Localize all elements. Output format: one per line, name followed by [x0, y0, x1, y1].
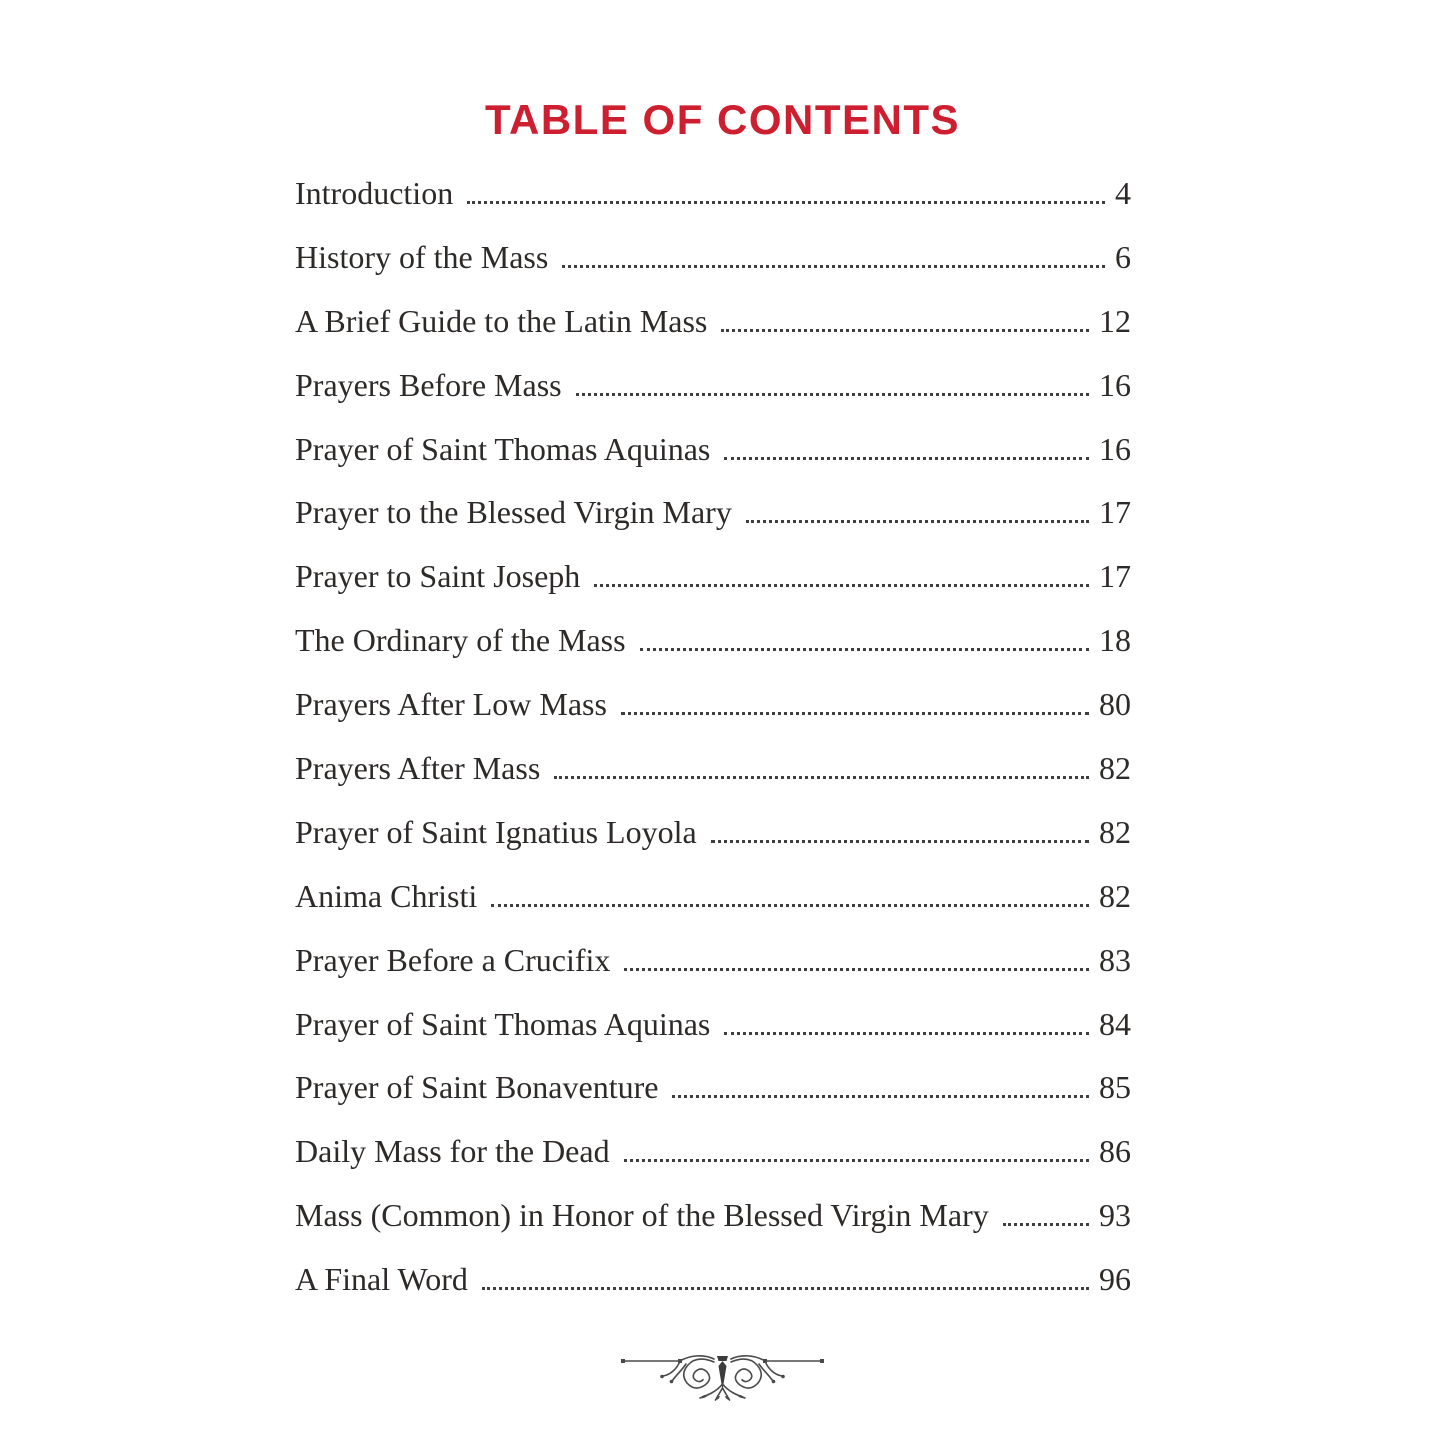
toc-entry-page: 6 — [1115, 238, 1131, 275]
toc-entry-page: 85 — [1099, 1069, 1131, 1106]
toc-entry — [295, 226, 1131, 290]
toc-list — [295, 162, 1131, 1312]
toc-entry-page: 83 — [1099, 941, 1131, 978]
toc-entry — [295, 481, 1131, 545]
toc-entry — [295, 673, 1131, 737]
toc-entry-page: 16 — [1099, 366, 1131, 403]
toc-entry-label: Prayer of Saint Ignatius Loyola — [295, 813, 697, 850]
dot-leader — [721, 329, 1089, 332]
toc-entry — [295, 545, 1131, 609]
toc-entry-label: Mass (Common) in Honor of the Blessed Virgin Mary — [295, 1197, 989, 1234]
toc-entry-label: A Brief Guide to the Latin Mass — [295, 302, 708, 339]
toc-entry-page: 93 — [1099, 1197, 1131, 1234]
dot-leader — [711, 840, 1089, 843]
toc-entry-label: Prayer to Saint Joseph — [295, 558, 581, 595]
dot-leader — [576, 393, 1089, 396]
toc-entry-page: 82 — [1099, 813, 1131, 850]
toc-entry — [295, 993, 1131, 1057]
toc-entry-page: 80 — [1099, 686, 1131, 723]
toc-entry-page: 82 — [1099, 877, 1131, 914]
toc-entry — [295, 162, 1131, 226]
toc-entry-page: 12 — [1099, 302, 1131, 339]
toc-entry — [295, 1120, 1131, 1184]
toc-entry-label: Prayer to the Blessed Virgin Mary — [295, 494, 732, 531]
toc-entry-page: 17 — [1099, 494, 1131, 531]
toc-entry — [295, 929, 1131, 993]
toc-entry-page: 16 — [1099, 430, 1131, 467]
dot-leader — [624, 968, 1089, 971]
toc-entry-label: Prayers Before Mass — [295, 366, 562, 403]
toc-entry-page: 86 — [1099, 1133, 1131, 1170]
toc-entry-page: 4 — [1115, 175, 1131, 211]
toc-entry-label: A Final Word — [295, 1261, 468, 1298]
toc-entry-page: 17 — [1099, 558, 1131, 595]
page-title: TABLE OF CONTENTS — [484, 96, 961, 143]
toc-entry-label: The Ordinary of the Mass — [295, 622, 626, 659]
dot-leader — [640, 648, 1089, 651]
toc-entry — [295, 865, 1131, 929]
toc-entry — [295, 418, 1131, 482]
toc-entry-page: 96 — [1099, 1261, 1131, 1298]
toc-entry — [295, 737, 1131, 801]
dot-leader — [482, 1287, 1089, 1290]
toc-entry-page: 18 — [1099, 622, 1131, 659]
toc-entry-page: 84 — [1099, 1005, 1131, 1042]
dot-leader — [1003, 1223, 1089, 1226]
toc-entry — [295, 1184, 1131, 1248]
scrollwork-divider-ornament — [620, 1348, 825, 1408]
toc-entry-label: Prayer of Saint Thomas Aquinas — [295, 1005, 711, 1042]
toc-entry — [295, 609, 1131, 673]
toc-entry — [295, 1248, 1131, 1312]
toc-entry — [295, 290, 1131, 354]
toc-entry-label: Prayers After Low Mass — [295, 686, 607, 723]
dot-leader — [621, 712, 1089, 715]
dot-leader — [746, 520, 1089, 523]
toc-entry-label: Prayer Before a Crucifix — [295, 941, 611, 978]
dot-leader — [672, 1095, 1089, 1098]
toc-entry-label: History of the Mass — [295, 238, 549, 275]
toc-entry — [295, 354, 1131, 418]
toc-entry — [295, 1056, 1131, 1120]
toc-entry — [295, 801, 1131, 865]
toc-entry-label: Daily Mass for the Dead — [295, 1133, 610, 1170]
dot-leader — [554, 776, 1089, 779]
toc-entry-label: Prayer of Saint Thomas Aquinas — [295, 430, 711, 467]
dot-leader — [562, 265, 1105, 268]
dot-leader — [724, 457, 1089, 460]
dot-leader — [624, 1159, 1089, 1162]
toc-entry-page: 82 — [1099, 750, 1131, 787]
dot-leader — [491, 904, 1089, 907]
toc-entry-label: Prayers After Mass — [295, 750, 541, 787]
toc-entry-label: Prayer of Saint Bonaventure — [295, 1069, 659, 1106]
toc-entry-label: Introduction — [295, 175, 454, 211]
dot-leader — [467, 201, 1105, 204]
dot-leader — [594, 584, 1089, 587]
toc-entry-label: Anima Christi — [295, 877, 478, 914]
dot-leader — [724, 1032, 1089, 1035]
